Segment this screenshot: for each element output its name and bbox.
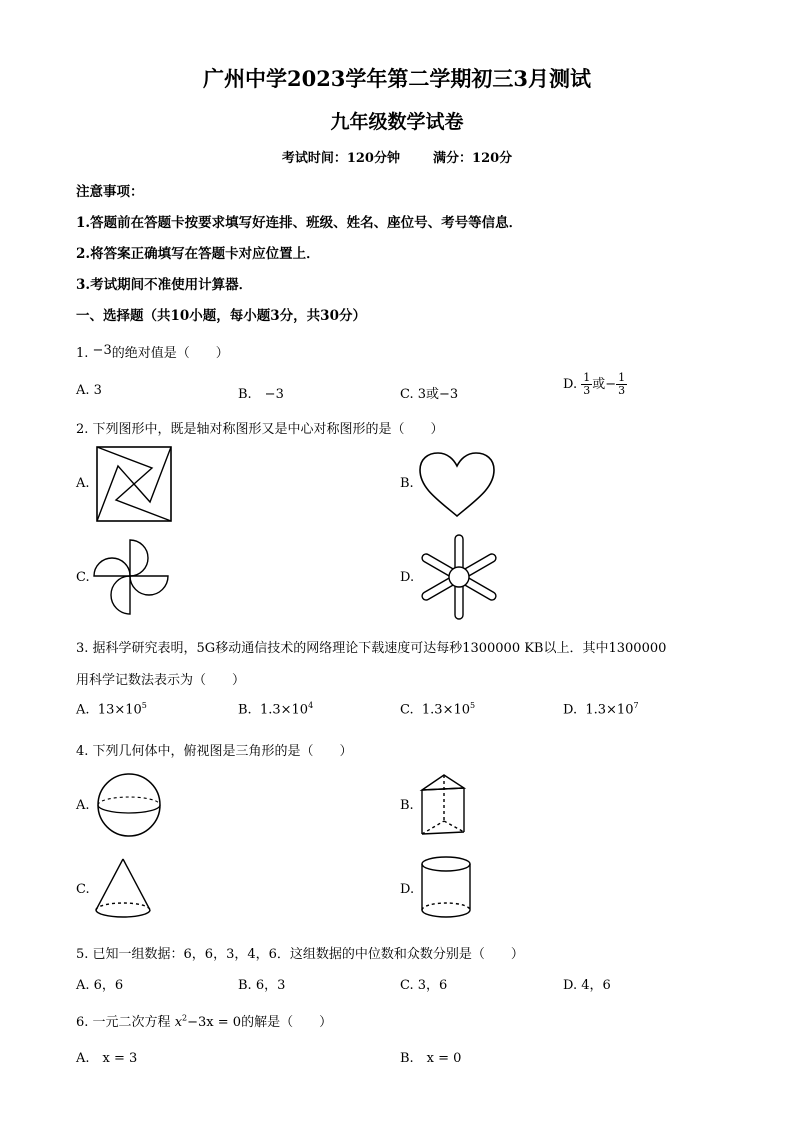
equation-rest: −3x = 0 (187, 1015, 242, 1030)
exam-info (0, 147, 794, 166)
heart-figure (418, 452, 496, 518)
q5-option-b[interactable]: B. 6，3 (238, 978, 286, 993)
q1-option-a[interactable]: A. 3 (76, 383, 102, 398)
option-label: B. (238, 702, 252, 718)
cone-figure (94, 858, 152, 920)
q3-option-d[interactable] (563, 701, 639, 717)
triangular-prism-figure (420, 774, 468, 836)
question-stem: 的绝对值是（ ） (111, 346, 229, 361)
option-label: C. (400, 702, 414, 718)
equation-variable: x (174, 1015, 183, 1030)
question-stem-end: 的解是（ ） (241, 1015, 333, 1030)
question-5: 5. 已知一组数据：6，6，3，4，6．这组数据的中位数和众数分别是（ ） (76, 947, 524, 962)
exponent: 2 (182, 1013, 188, 1023)
question-3-line2: 用科学记数法表示为（ ） (76, 673, 246, 688)
option-label: A. (76, 702, 90, 718)
sphere-figure (96, 772, 162, 838)
exam-title: 广州中学2023学年第二学期初三3月测试 (202, 66, 592, 91)
q3-option-c[interactable] (400, 701, 475, 717)
expression: −3 (92, 343, 112, 358)
exponent: 5 (141, 701, 147, 710)
notes-heading: 注意事项： (76, 184, 144, 200)
q5-option-a[interactable]: A. 6，6 (76, 978, 124, 993)
option-value: 1.3×10 (259, 702, 309, 718)
score-label: 满分：120分 (433, 151, 513, 166)
cylinder-figure (420, 856, 472, 920)
note-item: 1.答题前在答题卡按要求填写好连排、班级、姓名、座位号、考号等信息． (76, 215, 523, 231)
q1-option-d[interactable] (563, 372, 627, 397)
q2-option-a[interactable]: A. (76, 476, 90, 491)
q4-option-d[interactable]: D. (400, 882, 415, 897)
q4-option-b[interactable]: B. (400, 798, 414, 813)
note-item: 3.考试期间不准使用计算器． (76, 277, 253, 293)
q1-option-b[interactable]: B. −3 (238, 387, 284, 402)
fraction: $\frac{1}{3}$ (583, 371, 591, 397)
q1-option-c[interactable]: C. 3或−3 (400, 387, 459, 402)
note-item: 2.将答案正确填写在答题卡对应位置上． (76, 246, 320, 262)
q4-option-c[interactable]: C. (76, 882, 90, 897)
q3-option-a[interactable] (76, 701, 147, 717)
question-6 (76, 1011, 332, 1030)
q6-option-a[interactable]: A. x = 3 (76, 1051, 138, 1066)
fraction: $\frac{1}{3}$ (618, 371, 626, 397)
exponent: 4 (308, 701, 314, 710)
option-value: 1.3×10 (585, 702, 634, 718)
q2-option-d[interactable]: D. (400, 570, 415, 585)
or-text: 或− (592, 377, 617, 392)
q5-option-c[interactable]: C. 3，6 (400, 978, 448, 993)
exam-subtitle: 九年级数学试卷 (330, 111, 464, 133)
question-4: 4. 下列几何体中，俯视图是三角形的是（ ） (76, 744, 353, 759)
pinwheel-square-figure (96, 446, 172, 522)
question-2: 2. 下列图形中，既是轴对称图形又是中心对称图形的是（ ） (76, 422, 444, 437)
exponent: 5 (470, 701, 476, 710)
exponent: 7 (633, 701, 639, 710)
q5-option-d[interactable]: D. 4，6 (563, 978, 611, 993)
time-label: 考试时间：120分钟 (281, 151, 400, 166)
question-number: 1. (76, 346, 89, 361)
q2-option-b[interactable]: B. (400, 476, 414, 491)
q2-option-c[interactable]: C. (76, 570, 90, 585)
option-value: 13×10 (97, 702, 142, 718)
question-stem: 6. 一元二次方程 (76, 1015, 171, 1030)
q3-option-b[interactable] (238, 701, 313, 717)
windmill-figure (92, 538, 172, 616)
option-value: 1.3×10 (421, 702, 470, 718)
snowflake-figure (418, 534, 500, 620)
option-label: D. (563, 377, 578, 392)
question-1 (76, 342, 229, 361)
q6-option-b[interactable]: B. x = 0 (400, 1051, 462, 1066)
option-label: D. (563, 702, 578, 718)
q4-option-a[interactable]: A. (76, 798, 90, 813)
section-heading: 一、选择题（共10小题，每小题3分，共30分） (76, 308, 366, 324)
question-3-line1: 3. 据科学研究表明，5G移动通信技术的网络理论下载速度可达每秒1300000 KB以上．其中1300000 (76, 641, 667, 656)
